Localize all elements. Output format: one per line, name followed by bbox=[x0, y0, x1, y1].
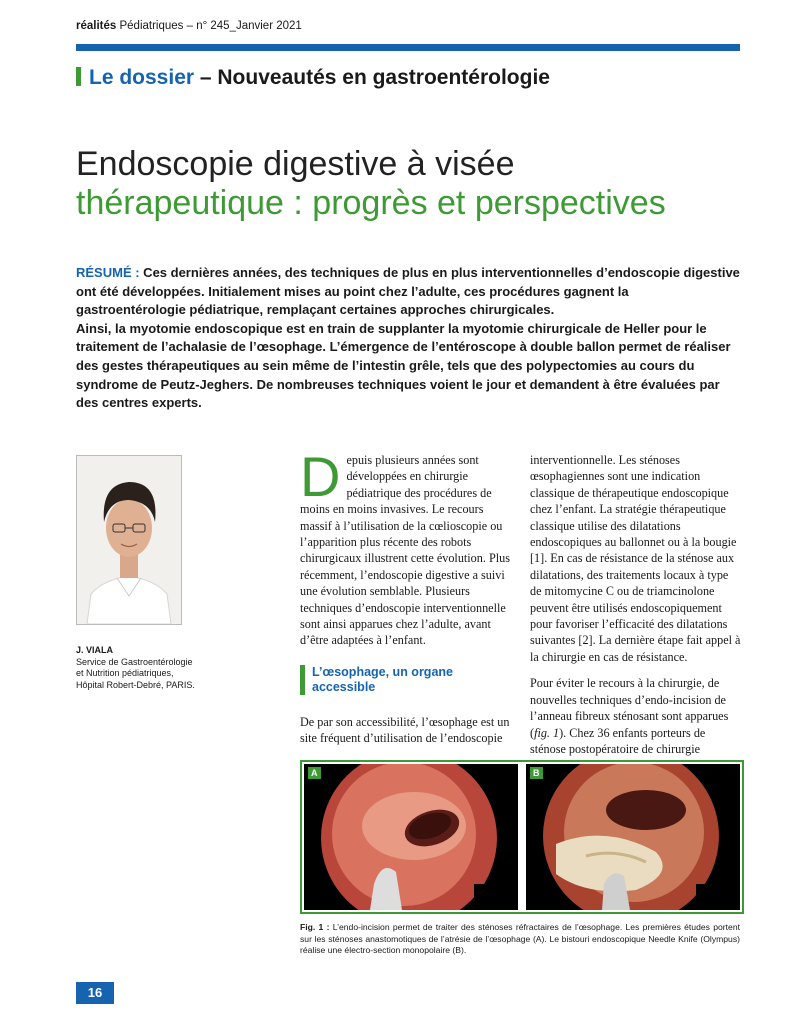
journal-header bbox=[76, 20, 302, 32]
author-affiliation-3: Hôpital Robert-Debré, PARIS. bbox=[76, 679, 195, 690]
journal-name: réalités bbox=[76, 20, 117, 32]
figure-reference: fig. 1 bbox=[534, 725, 560, 740]
abstract-para2: Ainsi, la myotomie endoscopique est en train de supplanter la myotomie chirurgicale de Heller pour le traitement de l’achalasie de l’œsophage. L’émergence de l’entéroscope à double ballon permet de réaliser des gestes thérapeutiques au sein même de l’intestin grêle, tels que des polypectomies au cours du syndrome de Peutz-Jeghers. De nombreuses techniques voient le jour et demandent à être évaluées par des centres experts. bbox=[76, 320, 731, 411]
article-title-line1: Endoscopie digestive à visée bbox=[76, 145, 515, 183]
body-column-2 bbox=[530, 452, 742, 757]
author-affiliation-1: Service de Gastroentérologie bbox=[76, 656, 193, 667]
intro-text: epuis plusieurs années sont développées en chirurgie pédiatrique des procédures de moins en moins invasives. Le recours massif à l’utilisation de la cœlioscopie ou l’apparition plus récente des robots chirurgicaux illustrent cette évolution. Plus récemment, l’endoscopie digestive a suivi une évolution semblable. Plusieurs techniques d’endoscopie interventionnelle sont ainsi apparues chez l’adulte, avant d’être adaptées à l’enfant. bbox=[300, 453, 510, 648]
dossier-title: – Nouveautés en gastroentérologie bbox=[194, 66, 550, 89]
figure-1 bbox=[300, 760, 744, 914]
col2-paragraph-2 bbox=[530, 675, 742, 757]
section-text: De par son accessibilité, l’œsophage est un site fréquent d’utilisation de l’endoscopie bbox=[300, 715, 510, 746]
dossier-heading bbox=[76, 66, 550, 90]
header-rule bbox=[76, 44, 740, 51]
abstract bbox=[76, 264, 740, 413]
article-title-line2: thérapeutique : progrès et perspectives bbox=[76, 184, 666, 222]
author-photo bbox=[76, 455, 182, 625]
author-affiliation-2: et Nutrition pédiatriques, bbox=[76, 668, 174, 678]
caption-text: L’endo-incision permet de traiter des sténoses réfractaires de l’œsophage. Les premières études portent sur les sténoses anastomotiques de l’atrésie de l’œsophage (A). Le bistouri endoscopique Needle Knife (Olympus) réalise une électro-section monopolaire (B). bbox=[300, 922, 740, 955]
section-bar bbox=[300, 665, 305, 695]
author-block bbox=[76, 645, 276, 691]
col2-paragraph-2a: Pour éviter le recours à la chirurgie, de nouvelles techniques d’endo-incision de l’anneau fibreux sténosant sont apparues ( bbox=[530, 676, 729, 740]
figure-panel-a bbox=[304, 764, 518, 910]
section-title: L’œsophage, un organe accessible bbox=[312, 665, 453, 694]
col2-paragraph-1: interventionnelle. Les sténoses œsophagiennes sont une indication classique de thérapeutique endoscopique chez l’enfant. La stratégie thérapeutique classique utilise des dilatations endoscopiques au ballonnet ou à la bougie [1]. En cas de résistance de la sténose aux dilatations, des traitements locaux à type de mitomycine C ou de triamcinolone peuvent être utilisés endoscopiquement pour favoriser l’efficacité des dilatations suivantes [2]. La dernière étape fait appel à la chirurgie en cas de résistance. bbox=[530, 453, 741, 664]
panel-b-label: B bbox=[530, 767, 543, 779]
journal-issue: Pédiatriques – n° 245_Janvier 2021 bbox=[116, 20, 302, 32]
abstract-para1: Ces dernières années, des techniques de plus en plus interventionnelles d’endoscopie digestive ont été développées. Initialement mises au point chez l’adulte, ces procédures gagnent la gastroentérologie pédiatrique, remplaçant certaines approches chirurgicales. bbox=[76, 265, 740, 318]
figure-caption bbox=[300, 922, 740, 957]
panel-a-label: A bbox=[308, 767, 321, 779]
body-column-1 bbox=[300, 445, 512, 649]
caption-label: Fig. 1 : bbox=[300, 922, 330, 932]
dossier-bar bbox=[76, 67, 81, 86]
col2-paragraph-2b: ). Chez 36 enfants porteurs de sténose postopératoire de chirurgie bbox=[530, 725, 706, 756]
author-name: J. VIALA bbox=[76, 645, 114, 655]
page-number: 16 bbox=[76, 982, 114, 1004]
drop-cap: D bbox=[300, 445, 341, 508]
figure-panel-b bbox=[526, 764, 740, 910]
dossier-label: Le dossier bbox=[89, 66, 195, 89]
abstract-label: RÉSUMÉ : bbox=[76, 265, 140, 280]
